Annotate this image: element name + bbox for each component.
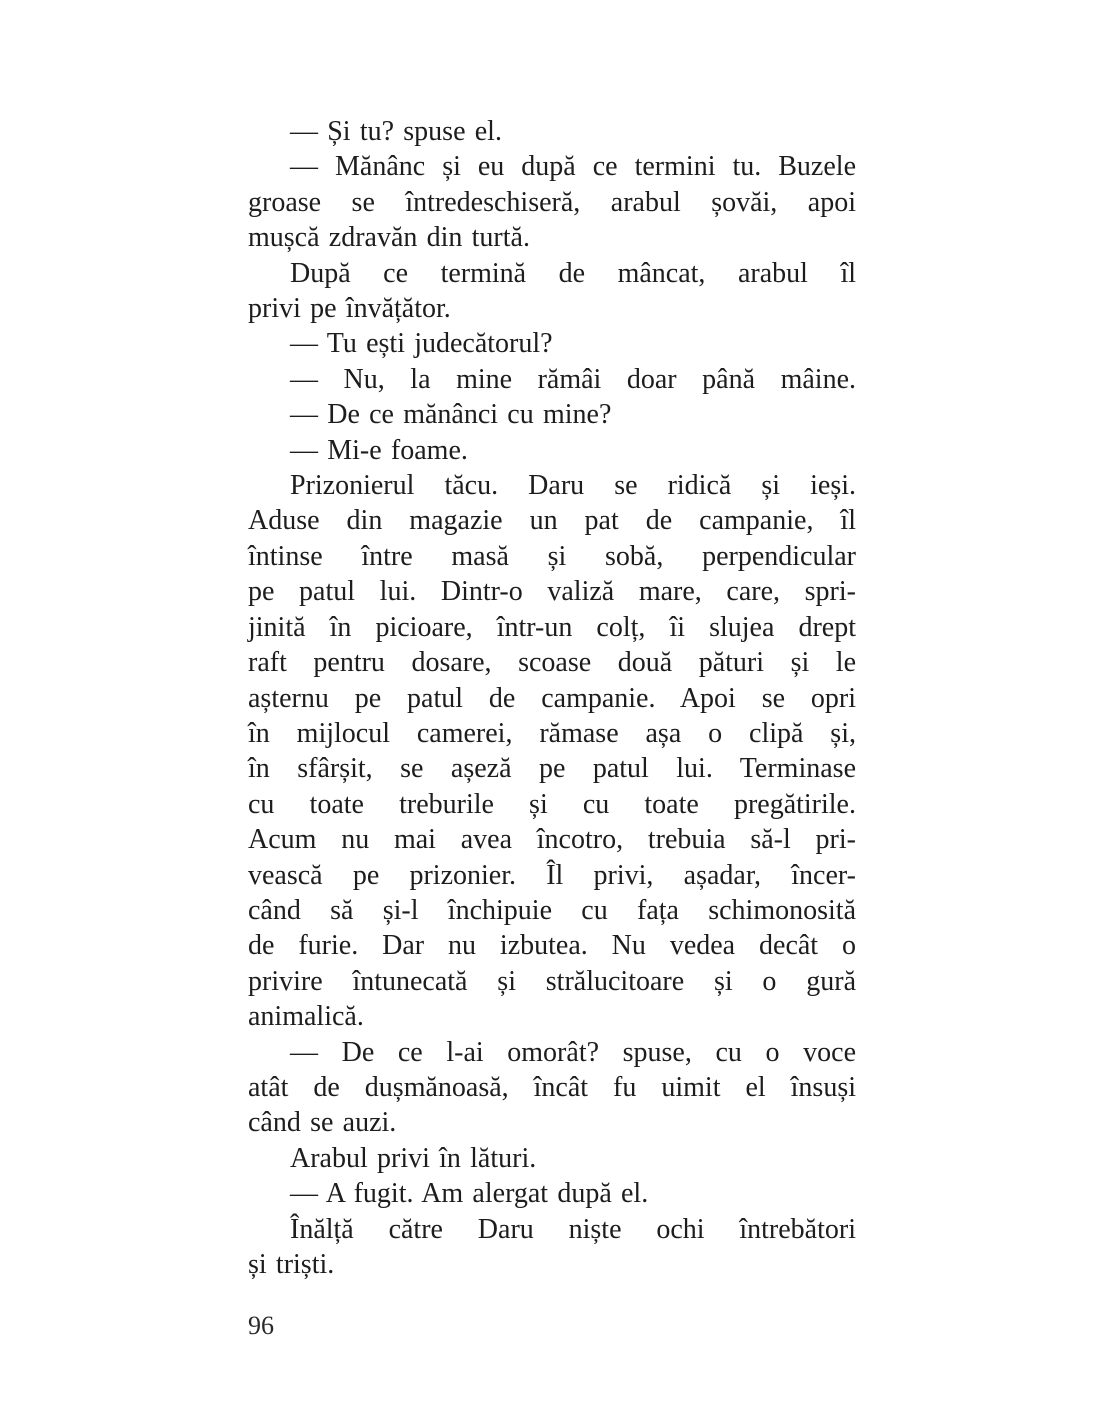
text-line: După ce termină de mâncat, arabul îl	[290, 257, 856, 289]
text-line: — Mi-e foame.	[290, 434, 468, 466]
text-line: Aduse din magazie un pat de campanie, îl	[248, 505, 856, 537]
text-line: — De ce mănânci cu mine?	[290, 399, 612, 431]
text-line: Înălță către Daru niște ochi întrebători	[290, 1213, 856, 1245]
text-line: — Mănânc și eu după ce termini tu. Buzele	[290, 151, 856, 183]
text-line: când se auzi.	[248, 1107, 397, 1139]
text-line: când să și-l închipuie cu fața schimonosită	[248, 894, 856, 926]
text-line: groase se întredeschiseră, arabul șovăi, apoi	[248, 186, 856, 218]
text-line: întinse între masă și sobă, perpendicular	[248, 540, 856, 572]
text-line: în mijlocul camerei, rămase așa o clipă și,	[248, 717, 856, 749]
text-line: privi pe învățător.	[248, 293, 451, 325]
text-line: așternu pe patul de campanie. Apoi se opri	[248, 682, 856, 714]
text-line: privire întunecată și strălucitoare și o gură	[248, 965, 856, 997]
text-line: atât de dușmănoasă, încât fu uimit el însuși	[248, 1071, 856, 1103]
text-line: animalică.	[248, 1001, 364, 1033]
text-line: Prizonierul tăcu. Daru se ridică și ieși.	[290, 470, 856, 502]
text-line: Arabul privi în lături.	[290, 1142, 537, 1174]
page-text	[248, 114, 856, 1282]
text-line: — Și tu? spuse el.	[290, 116, 502, 147]
text-line: — Nu, la mine rămâi doar până mâine.	[290, 363, 856, 395]
text-line: de furie. Dar nu izbutea. Nu vedea decât o	[248, 930, 856, 962]
text-line: și triști.	[248, 1249, 335, 1280]
text-line: — De ce l-ai omorât? spuse, cu o voce	[290, 1036, 856, 1068]
text-line: — Tu ești judecătorul?	[290, 328, 553, 360]
text-line: mușcă zdravăn din turtă.	[248, 222, 530, 254]
text-line: vească pe prizonier. Îl privi, așadar, încer-	[248, 859, 856, 891]
page-number: 96	[248, 1311, 274, 1340]
text-line: jinită în picioare, într-un colț, îi slujea drept	[248, 611, 856, 643]
text-line: pe patul lui. Dintr-o valiză mare, care, spri-	[248, 576, 856, 608]
text-line: în sfârșit, se așeză pe patul lui. Terminase	[248, 753, 856, 785]
text-line: Acum nu mai avea încotro, trebuia să-l pri-	[248, 824, 856, 856]
text-line: — A fugit. Am alergat după el.	[290, 1178, 649, 1210]
text-line: cu toate treburile și cu toate pregătirile.	[248, 788, 856, 820]
text-line: raft pentru dosare, scoase două pături și le	[248, 647, 856, 679]
